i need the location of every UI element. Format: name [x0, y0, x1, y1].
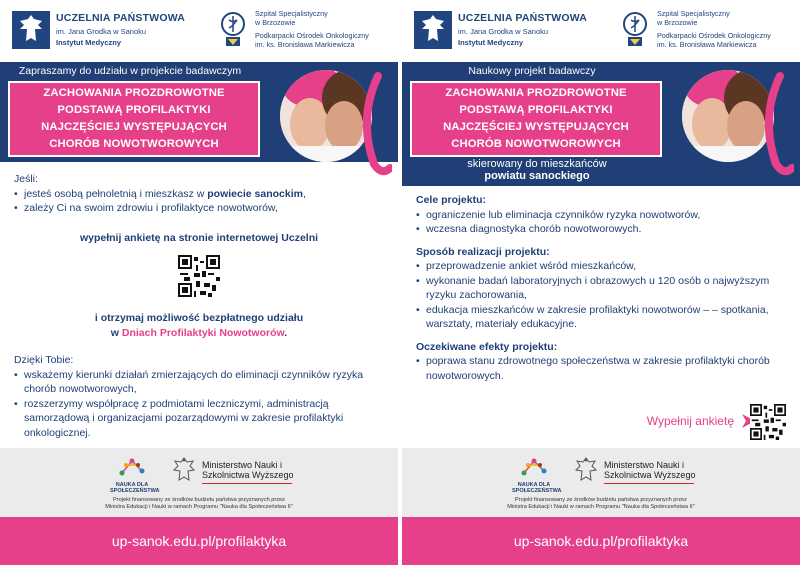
cta-fill-survey: wypełnij ankietę na stronie internetowej Uczelni — [79, 231, 319, 244]
hospital-line-3: Podkarpacki Ośrodek Onkologiczny — [255, 31, 369, 40]
title-line: ZACHOWANIA PROZDROWOTNE — [43, 87, 225, 99]
cta-prevention-days: w Dniach Profilaktyki Nowotworów. — [110, 326, 288, 339]
nauka-label-2: SPOŁECZEŃSTWA — [110, 488, 160, 494]
title-line: CHORÓB NOWOTWOROWYCH — [451, 138, 621, 150]
list-item: • wczesna diagnostyka chorób nowotworowych. — [416, 222, 786, 237]
methods-heading: Sposób realizacji projektu: — [416, 245, 550, 258]
university-eagle-icon — [12, 11, 50, 49]
list-item: • wykonanie badań laboratoryjnych i obrazowych u 120 osób o najwyższym ryzyku zachorowania, — [416, 274, 786, 303]
left-poster — [0, 0, 398, 565]
university-subtitle: im. Jana Grodka w Sanoku — [56, 27, 147, 36]
goals-heading: Cele projektu: — [416, 194, 487, 206]
funding-note — [402, 497, 800, 511]
thanks-label: Dzięki Tobie: — [14, 354, 74, 366]
hospital-line-3: Podkarpacki Ośrodek Onkologiczny — [657, 31, 771, 40]
title-line: PODSTAWĄ PROFILAKTYKI — [459, 104, 613, 116]
banner-tagline: Naukowy projekt badawczy — [468, 65, 596, 77]
title-line: CHORÓB NOWOTWOROWYCH — [49, 138, 219, 150]
qr-code[interactable] — [178, 255, 220, 297]
institute-name: Instytut Medyczny — [56, 38, 122, 47]
title-line: ZACHOWANIA PROZDROWOTNE — [445, 87, 627, 99]
network-icon — [520, 455, 548, 477]
ministry-name: Ministerstwo Nauki i Szkolnictwa Wyższego — [202, 460, 294, 480]
banner-tagline: Zapraszamy do udziału w projekcie badawczym — [18, 65, 242, 77]
hospital-line-4: im. ks. Bronisława Markiewicza — [255, 40, 355, 49]
hospital-line-1: Szpital Specjalistyczny — [255, 9, 328, 18]
website-link[interactable]: up-sanok.edu.pl/profilaktyka — [111, 533, 287, 549]
nauka-label-1: NAUKA DLA — [517, 482, 551, 488]
ministry-name: Ministerstwo Nauki i Szkolnictwa Wyższego — [604, 460, 696, 480]
university-subtitle: im. Jana Grodka w Sanoku — [458, 27, 549, 36]
polish-eagle-emblem-icon — [574, 456, 598, 484]
women-photo-pink-ribbon — [676, 68, 794, 178]
website-link[interactable]: up-sanok.edu.pl/profilaktyka — [513, 533, 689, 549]
sponsor-strip — [0, 448, 398, 517]
women-photo-pink-ribbon — [274, 68, 392, 178]
header — [0, 0, 398, 60]
nauka-dla-spoleczenstwa-logo — [512, 455, 562, 494]
target-audience — [402, 158, 672, 182]
qr-code[interactable] — [750, 404, 786, 440]
polish-eagle-emblem-icon — [172, 456, 196, 484]
title-line: NAJCZĘŚCIEJ WYSTĘPUJĄCYCH — [443, 121, 629, 133]
title-banner — [0, 62, 398, 162]
url-footer — [402, 517, 800, 565]
list-item: • przeprowadzenie ankiet wśród mieszkańców, — [416, 259, 786, 274]
nauka-dla-spoleczenstwa-logo — [110, 455, 160, 494]
network-icon — [118, 455, 146, 477]
right-poster — [402, 0, 800, 565]
university-eagle-icon — [414, 11, 452, 49]
project-title — [410, 81, 662, 157]
fill-survey-link[interactable]: Wypełnij ankietę — [646, 414, 734, 428]
university-name: UCZELNIA PAŃSTWOWA — [458, 12, 588, 24]
hospital-line-1: Szpital Specjalistyczny — [657, 9, 730, 18]
effects-heading: Oczekiwane efekty projektu: — [416, 340, 558, 353]
list-item: • poprawa stanu zdrowotnego społeczeństwa w zakresie profilaktyki chorób nowotworowych. — [416, 354, 786, 383]
funding-line-2: Ministra Edukacji i Nauki w ramach Programu "Nauka dla Społeczeństwa II" — [105, 504, 293, 510]
funding-line-1: Projekt finansowany ze środków budżetu państwa przyznanych przez — [113, 497, 285, 503]
title-banner — [402, 62, 800, 186]
sponsor-strip — [402, 448, 800, 517]
hospital-line-4: im. ks. Bronisława Markiewicza — [657, 40, 757, 49]
nauka-label-1: NAUKA DLA — [115, 482, 149, 488]
hospital-line-2: w Brzozowie — [657, 18, 698, 27]
right-body — [416, 193, 786, 383]
institute-name: Instytut Medyczny — [458, 38, 524, 47]
list-item: • wskażemy kierunki działań zmierzających do eliminacji czynników ryzyka chorób nowotworowych, — [14, 368, 384, 397]
hospital-emblem-icon — [218, 11, 248, 47]
funding-line-2: Ministra Edukacji i Nauki w ramach Programu "Nauka dla Społeczeństwa II" — [507, 504, 695, 510]
list-item: • jesteś osobą pełnoletnią i mieszkasz w powiecie sanockim, — [14, 187, 384, 202]
audience-line-1: skierowany do mieszkańców — [467, 158, 607, 170]
url-footer — [0, 517, 398, 565]
funding-note — [0, 497, 398, 511]
if-label: Jeśli: — [14, 173, 38, 185]
funding-line-1: Projekt finansowany ze środków budżetu państwa przyznanych przez — [515, 497, 687, 503]
cta-free-participation: i otrzymaj możliwość bezpłatnego udziału — [94, 312, 304, 324]
header — [402, 0, 800, 60]
list-item: • rozszerzymy współpracę z podmiotami leczniczymi, administracją samorządową i organizacjami pozarządowymi w zakresie profilaktyki onkologicznej. — [14, 397, 384, 441]
list-item: • zależy Ci na swoim zdrowiu i profilaktyce nowotworów, — [14, 201, 384, 216]
project-title — [8, 81, 260, 157]
audience-line-2: powiatu sanockiego — [484, 170, 590, 182]
left-body — [14, 172, 384, 440]
university-name: UCZELNIA PAŃSTWOWA — [56, 12, 186, 24]
title-line: PODSTAWĄ PROFILAKTYKI — [57, 104, 211, 116]
title-line: NAJCZĘŚCIEJ WYSTĘPUJĄCYCH — [41, 121, 227, 133]
hospital-emblem-icon — [620, 11, 650, 47]
list-item: • ograniczenie lub eliminacja czynników ryzyka nowotworów, — [416, 208, 786, 223]
nauka-label-2: SPOŁECZEŃSTWA — [512, 488, 562, 494]
list-item: • edukacja mieszkańców w zakresie profilaktyki nowotworów – – spotkania, warsztaty, materiały edukacyjne. — [416, 303, 786, 332]
hospital-line-2: w Brzozowie — [255, 18, 296, 27]
